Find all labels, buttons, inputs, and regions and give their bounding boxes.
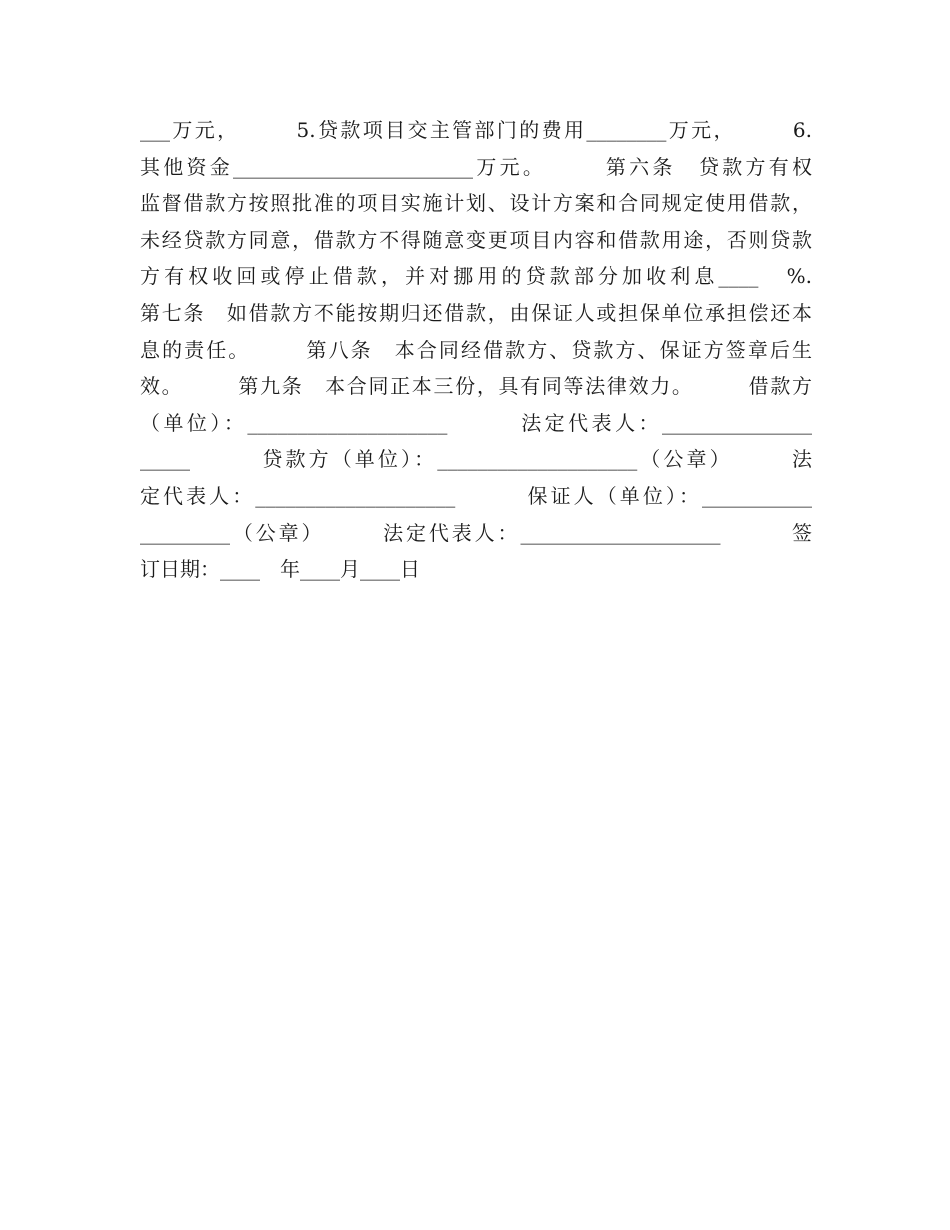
- text-line: 息的责任。 第八条 本合同经借款方、贷款方、保证方签章后生: [140, 337, 812, 362]
- text-line: 未经贷款方同意，借款方不得随意变更项目内容和借款用途，否则贷款: [140, 227, 812, 252]
- contract-text-block: [140, 112, 812, 588]
- text-line: _________（公章） 法定代表人：____________________ 签: [140, 520, 812, 545]
- text-line: 定代表人：____________________ 保证人（单位）：___________: [140, 483, 812, 508]
- text-line: 第七条 如借款方不能按期归还借款，由保证人或担保单位承担偿还本: [140, 300, 812, 325]
- text-line: 监督借款方按照批准的项目实施计划、设计方案和合同规定使用借款，: [140, 191, 812, 216]
- text-line: 订日期：____ 年____月____日: [140, 557, 420, 582]
- text-line: （单位）：____________________ 法定代表人：_______________: [140, 410, 812, 435]
- text-line: 效。 第九条 本合同正本三份，具有同等法律效力。 借款方: [140, 374, 812, 399]
- text-line: 方有权收回或停止借款，并对挪用的贷款部分加收利息____ %.: [140, 264, 812, 289]
- text-line: 其他资金________________________万元。 第六条 贷款方有权: [140, 154, 812, 179]
- text-line: ___万元， 5.贷款项目交主管部门的费用________万元， 6.: [140, 118, 812, 142]
- text-line: _____ 贷款方（单位）：____________________（公章） 法: [140, 447, 812, 472]
